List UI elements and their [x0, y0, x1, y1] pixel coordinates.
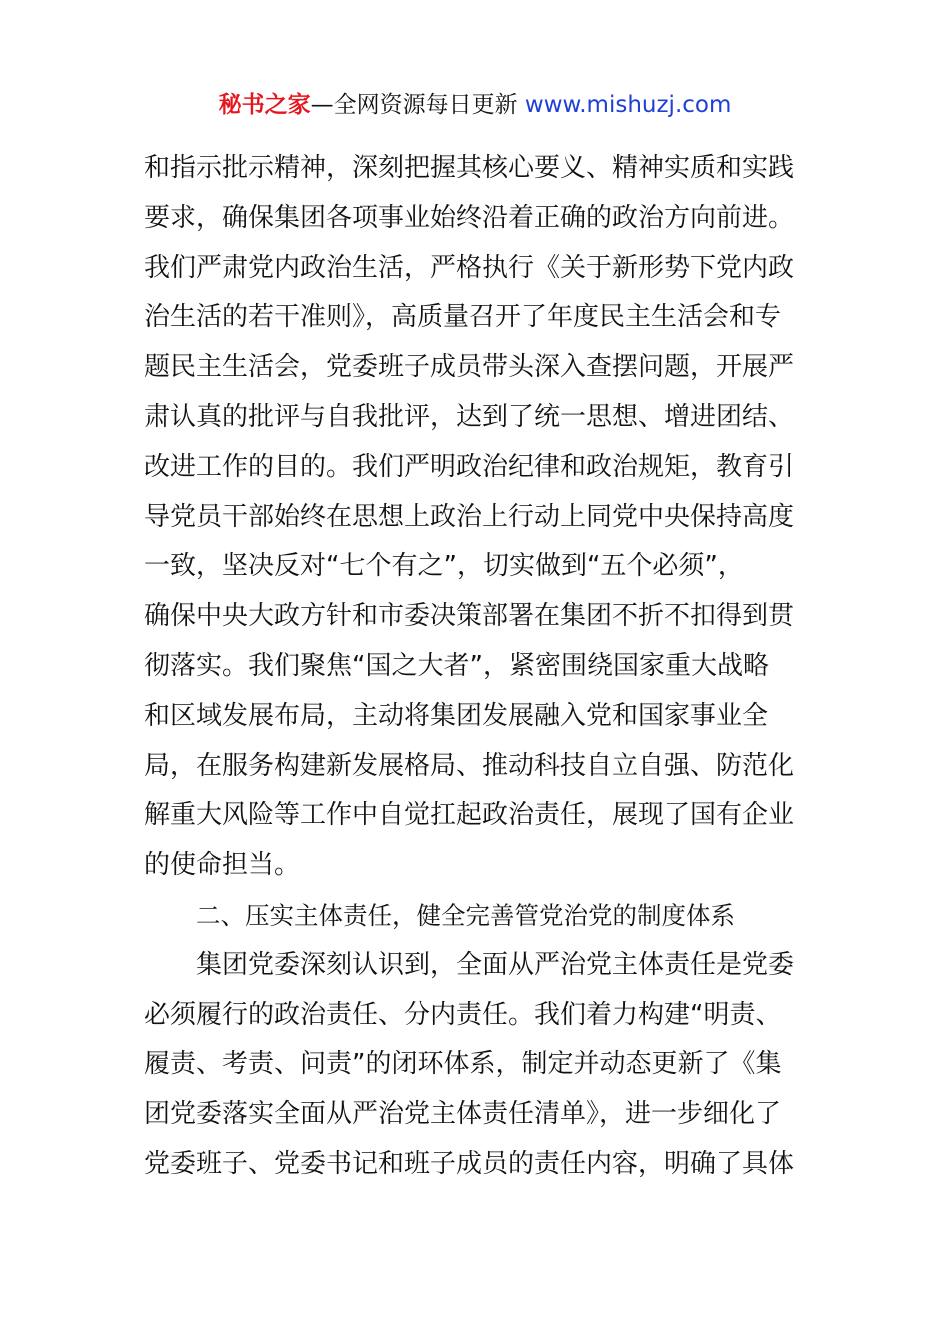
text-line: 和指示批示精神，深刻把握其核心要义、精神实质和实践 — [144, 153, 795, 183]
text-line: 团党委落实全面从严治党主体责任清单》，进一步细化了 — [144, 1099, 782, 1130]
site-url-link[interactable]: www.mishuzj.com — [524, 92, 732, 118]
text-line: 要求，确保集团各项事业始终沿着正确的政治方向前进。 — [144, 202, 795, 233]
document-body — [144, 144, 812, 1190]
text-line: 我们严肃党内政治生活，严格执行《关于新形势下党内政 — [144, 252, 795, 283]
brand-name: 秘书之家 — [218, 92, 311, 118]
text-line: 的使命担当。 — [144, 850, 301, 881]
text-line: 确保中央大政方针和市委决策部署在集团不折不扣得到贯 — [144, 601, 795, 632]
paragraph-first-line: 集团党委深刻认识到，全面从严治党主体责任是党委 — [196, 949, 795, 980]
text-line: 党委班子、党委书记和班子成员的责任内容，明确了具体 — [144, 1148, 795, 1179]
text-line: 履责、考责、问责”的闭环体系，制定并动态更新了《集 — [144, 1049, 782, 1080]
text-line: 局，在服务构建新发展格局、推动科技自立自强、防范化 — [144, 750, 795, 781]
text-line: 导党员干部始终在思想上政治上行动上同党中央保持高度 — [144, 501, 795, 532]
text-line: 肃认真的批评与自我批评，达到了统一思想、增进团结、 — [144, 401, 795, 432]
page-header — [0, 88, 950, 122]
text-line: 解重大风险等工作中自觉扛起政治责任，展现了国有企业 — [144, 800, 795, 831]
text-line: 题民主生活会，党委班子成员带头深入查摆问题，开展严 — [144, 352, 795, 383]
text-line: 必须履行的政治责任、分内责任。我们着力构建“明责、 — [144, 999, 782, 1030]
text-line: 治生活的若干准则》，高质量召开了年度民主生活会和专 — [144, 302, 782, 333]
text-line: 和区域发展布局，主动将集团发展融入党和国家事业全 — [144, 700, 769, 731]
text-line: 改进工作的目的。我们严明政治纪律和政治规矩，教育引 — [144, 451, 795, 482]
text-line: 一致，坚决反对“七个有之”，切实做到“五个必须”， — [144, 551, 744, 582]
text-line: 彻落实。我们聚焦“国之大者”，紧密围绕国家重大战略 — [144, 650, 769, 681]
section-heading: 二、压实主体责任，健全完善管党治党的制度体系 — [196, 900, 735, 930]
header-tagline: —全网资源每日更新 — [310, 92, 525, 118]
